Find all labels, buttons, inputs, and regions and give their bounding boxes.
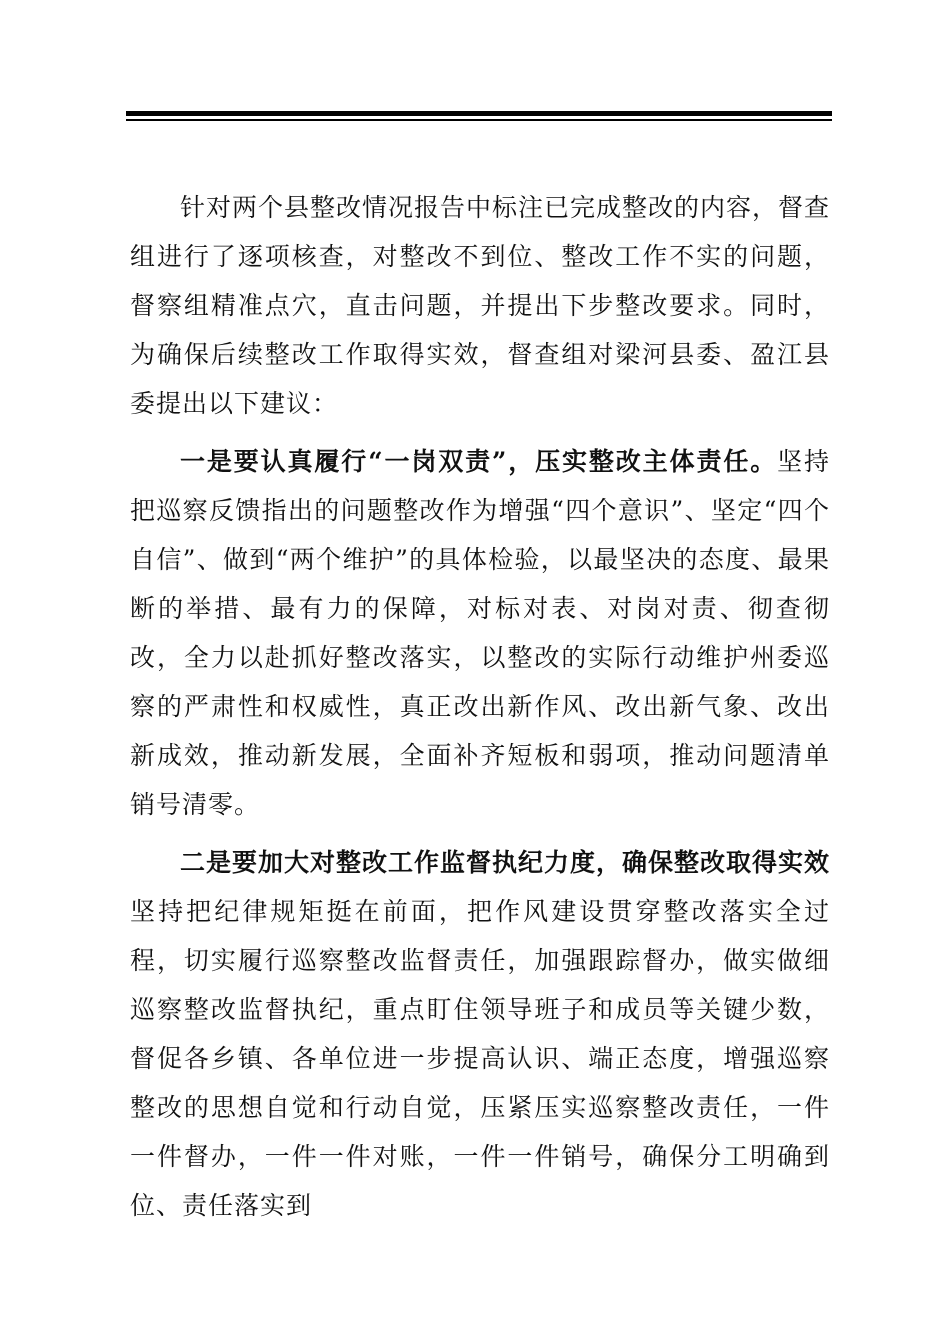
paragraph-intro-text: 针对两个县整改情况报告中标注已完成整改的内容，督查组进行了逐项核查，对整改不到位、整改工作不实的问题，督察组精准点穴，直击问题，并提出下步整改要求。同时，为确保后续整改工作取得实效，督查组对梁河县委、盈江县委提出以下建议： [130,193,831,418]
header-rule-thin [126,119,832,121]
suggestion-one-heading: 一是要认真履行“一岗双责”，压实整改主体责任。 [180,447,778,476]
suggestion-two-heading: 二是要加大对整改工作监督执纪力度，确保整改取得实效 [180,848,831,877]
paragraph-suggestion-two [130,838,830,1230]
document-body [130,183,830,1230]
paragraph-intro [130,183,830,428]
header-rule-thick [126,111,832,116]
suggestion-two-text: 坚持把纪律规矩挺在前面，把作风建设贯穿整改落实全过程，切实履行巡察整改监督责任，加强跟踪督办，做实做细巡察整改监督执纪，重点盯住领导班子和成员等关键少数，督促各乡镇、各单位进一步提高认识、端正态度，增强巡察整改的思想自觉和行动自觉，压紧压实巡察整改责任，一件一件督办，一件一件对账，一件一件销号，确保分工明确到位、责任落实到 [130,897,830,1220]
suggestion-one-text: 坚持把巡察反馈指出的问题整改作为增强“四个意识”、坚定“四个自信”、做到“两个维护”的具体检验，以最坚决的态度、最果断的举措、最有力的保障，对标对表、对岗对责、彻查彻改，全力以赴抓好整改落实，以整改的实际行动维护州委巡察的严肃性和权威性，真正改出新作风、改出新气象、改出新成效，推动新发展，全面补齐短板和弱项，推动问题清单销号清零。 [130,447,830,819]
paragraph-suggestion-one [130,437,830,829]
